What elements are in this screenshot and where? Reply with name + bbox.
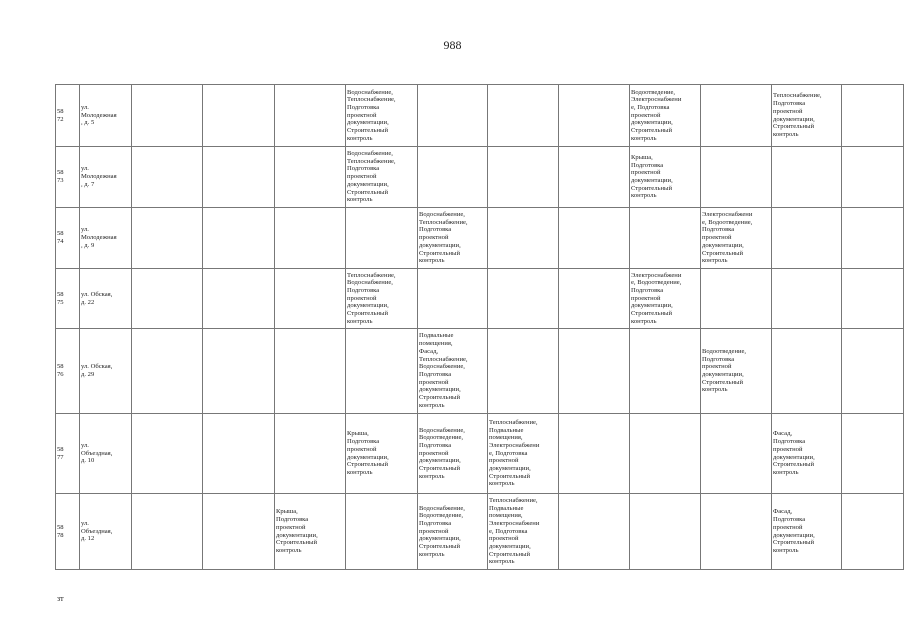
work-cell (630, 329, 701, 414)
work-cell (203, 414, 275, 494)
work-cell (842, 414, 904, 494)
row-number (56, 269, 80, 329)
work-cell (203, 494, 275, 570)
work-cell-text: Крыша, Подготовка проектной документации, Строительный контроль (276, 508, 318, 554)
work-cell (630, 494, 701, 570)
table-row (56, 329, 904, 414)
work-cell (630, 85, 701, 147)
table-row (56, 208, 904, 269)
work-cell-text: Водоснабжение, Водоотведение, Подготовка проектной документации, Строительный контроль (419, 426, 465, 480)
work-cell (203, 85, 275, 147)
work-cell (275, 208, 346, 269)
work-cell (842, 269, 904, 329)
work-cell (418, 269, 488, 329)
work-cell (842, 85, 904, 147)
work-cell (559, 85, 630, 147)
works-schedule-table (55, 84, 904, 570)
work-cell (346, 329, 418, 414)
work-cell (701, 208, 772, 269)
work-cell (346, 414, 418, 494)
work-cell (418, 85, 488, 147)
work-cell (346, 147, 418, 208)
work-cell-text: Водоснабжение, Теплоснабжение, Подготовка проектной документации, Строительный контроль (347, 88, 396, 142)
work-cell-text: Теплоснабжение, Водоснабжение, Подготовка проектной документации, Строительный контроль (347, 271, 396, 325)
work-cell (630, 147, 701, 208)
page-number: 988 (443, 38, 462, 52)
work-cell (701, 329, 772, 414)
work-cell (203, 147, 275, 208)
work-cell (132, 147, 203, 208)
work-cell (418, 208, 488, 269)
work-cell (772, 147, 842, 208)
work-cell-text: Крыша, Подготовка проектной документации, Строительный контроль (631, 153, 673, 200)
work-cell (842, 208, 904, 269)
work-cell (701, 269, 772, 329)
row-number-text: 58 77 (57, 445, 64, 461)
work-cell-text: Водоотведение, Подготовка проектной документации, Строительный контроль (702, 347, 747, 394)
work-cell (275, 494, 346, 570)
row-address-text: ул. Молодежная , д. 5 (81, 103, 117, 127)
row-address (80, 208, 132, 269)
row-address (80, 269, 132, 329)
work-cell-text: Теплоснабжение, Подготовка проектной документации, Строительный контроль (773, 92, 822, 138)
row-number-text: 58 74 (57, 230, 64, 245)
work-cell (275, 269, 346, 329)
work-cell (559, 329, 630, 414)
row-address-text: ул. Объездная, д. 10 (81, 441, 113, 465)
work-cell (488, 414, 559, 494)
work-cell (203, 329, 275, 414)
work-cell (418, 494, 488, 570)
row-number (56, 494, 80, 570)
work-cell (701, 494, 772, 570)
table-row (56, 147, 904, 208)
work-cell-text: Крыша, Подготовка проектной документации, Строительный контроль (347, 430, 389, 476)
work-cell (488, 208, 559, 269)
row-address (80, 85, 132, 147)
work-cell-text: Электроснабжени е, Водоотведение, Подготовка проектной документации, Строительный контроль (631, 271, 682, 325)
work-cell-text: Теплоснабжение, Подвальные помещения, Электроснабжени е, Подготовка проектной документации, Строительный контроль (489, 496, 540, 566)
work-cell (346, 494, 418, 570)
row-number (56, 85, 80, 147)
table-row (56, 414, 904, 494)
work-cell-text: Водоотведение, Электроснабжени е, Подготовка проектной документации, Строительный контроль (631, 88, 682, 142)
work-cell-text: Водоснабжение, Теплоснабжение, Подготовка проектной документации, Строительный контроль (347, 150, 396, 204)
work-cell (488, 269, 559, 329)
row-number (56, 329, 80, 414)
work-cell (132, 85, 203, 147)
row-number-text: 58 73 (57, 169, 64, 184)
row-address-text: ул. Объездная, д. 12 (81, 519, 113, 543)
work-cell (132, 208, 203, 269)
work-cell (701, 147, 772, 208)
work-cell (488, 494, 559, 570)
work-cell (630, 414, 701, 494)
row-number-text: 58 75 (57, 290, 64, 306)
table-row (56, 494, 904, 570)
work-cell (701, 85, 772, 147)
work-cell-text: Водоснабжение, Водоотведение, Подготовка проектной документации, Строительный контроль (419, 504, 465, 558)
work-cell (418, 147, 488, 208)
work-cell (772, 208, 842, 269)
work-cell (132, 269, 203, 329)
work-cell-text: Фасад, Подготовка проектной документации, Строительный контроль (773, 508, 815, 554)
work-cell (488, 329, 559, 414)
work-cell (630, 208, 701, 269)
work-cell (772, 329, 842, 414)
table-row (56, 269, 904, 329)
work-cell (842, 494, 904, 570)
row-address-text: ул. Молодежная , д. 7 (81, 165, 117, 188)
work-cell (203, 208, 275, 269)
work-cell (418, 414, 488, 494)
work-cell (559, 269, 630, 329)
work-cell (701, 414, 772, 494)
work-cell (772, 414, 842, 494)
work-cell (346, 269, 418, 329)
work-cell-text: Подвальные помещения, Фасад, Теплоснабжение, Водоснабжение, Подготовка проектной документации, Строительный контроль (419, 332, 468, 409)
row-number-text: 58 72 (57, 107, 64, 123)
row-number-text: 58 78 (57, 523, 64, 539)
work-cell (772, 269, 842, 329)
work-cell (275, 329, 346, 414)
work-cell (559, 147, 630, 208)
work-cell (630, 269, 701, 329)
row-address-text: ул. Обская, д. 29 (81, 363, 113, 378)
work-cell-text: Фасад, Подготовка проектной документации, Строительный контроль (773, 430, 815, 476)
work-cell (488, 147, 559, 208)
work-cell (842, 147, 904, 208)
row-address (80, 494, 132, 570)
work-cell (772, 494, 842, 570)
work-cell-text: Электроснабжени е, Водоотведение, Подготовка проектной документации, Строительный контроль (702, 211, 753, 265)
row-address-text: ул. Молодежная , д. 9 (81, 226, 117, 249)
work-cell (418, 329, 488, 414)
row-number (56, 414, 80, 494)
row-address (80, 414, 132, 494)
work-cell-text: Теплоснабжение, Подвальные помещения, Электроснабжени е, Подготовка проектной документации, Строительный контроль (489, 418, 540, 488)
row-number (56, 208, 80, 269)
work-cell-text: Водоснабжение, Теплоснабжение, Подготовка проектной документации, Строительный контроль (419, 211, 468, 265)
work-cell (132, 494, 203, 570)
row-number (56, 147, 80, 208)
work-cell (275, 147, 346, 208)
row-number-text: 58 76 (57, 363, 64, 378)
work-cell (132, 414, 203, 494)
row-address-text: ул. Обская, д. 22 (81, 290, 113, 306)
work-cell (842, 329, 904, 414)
work-cell (346, 85, 418, 147)
work-cell (275, 85, 346, 147)
work-cell (488, 85, 559, 147)
work-cell (346, 208, 418, 269)
footer-mark: зт (57, 594, 64, 603)
row-address (80, 147, 132, 208)
work-cell (559, 494, 630, 570)
row-address (80, 329, 132, 414)
work-cell (203, 269, 275, 329)
table-row (56, 85, 904, 147)
work-cell (275, 414, 346, 494)
work-cell (772, 85, 842, 147)
work-cell (132, 329, 203, 414)
work-cell (559, 414, 630, 494)
work-cell (559, 208, 630, 269)
